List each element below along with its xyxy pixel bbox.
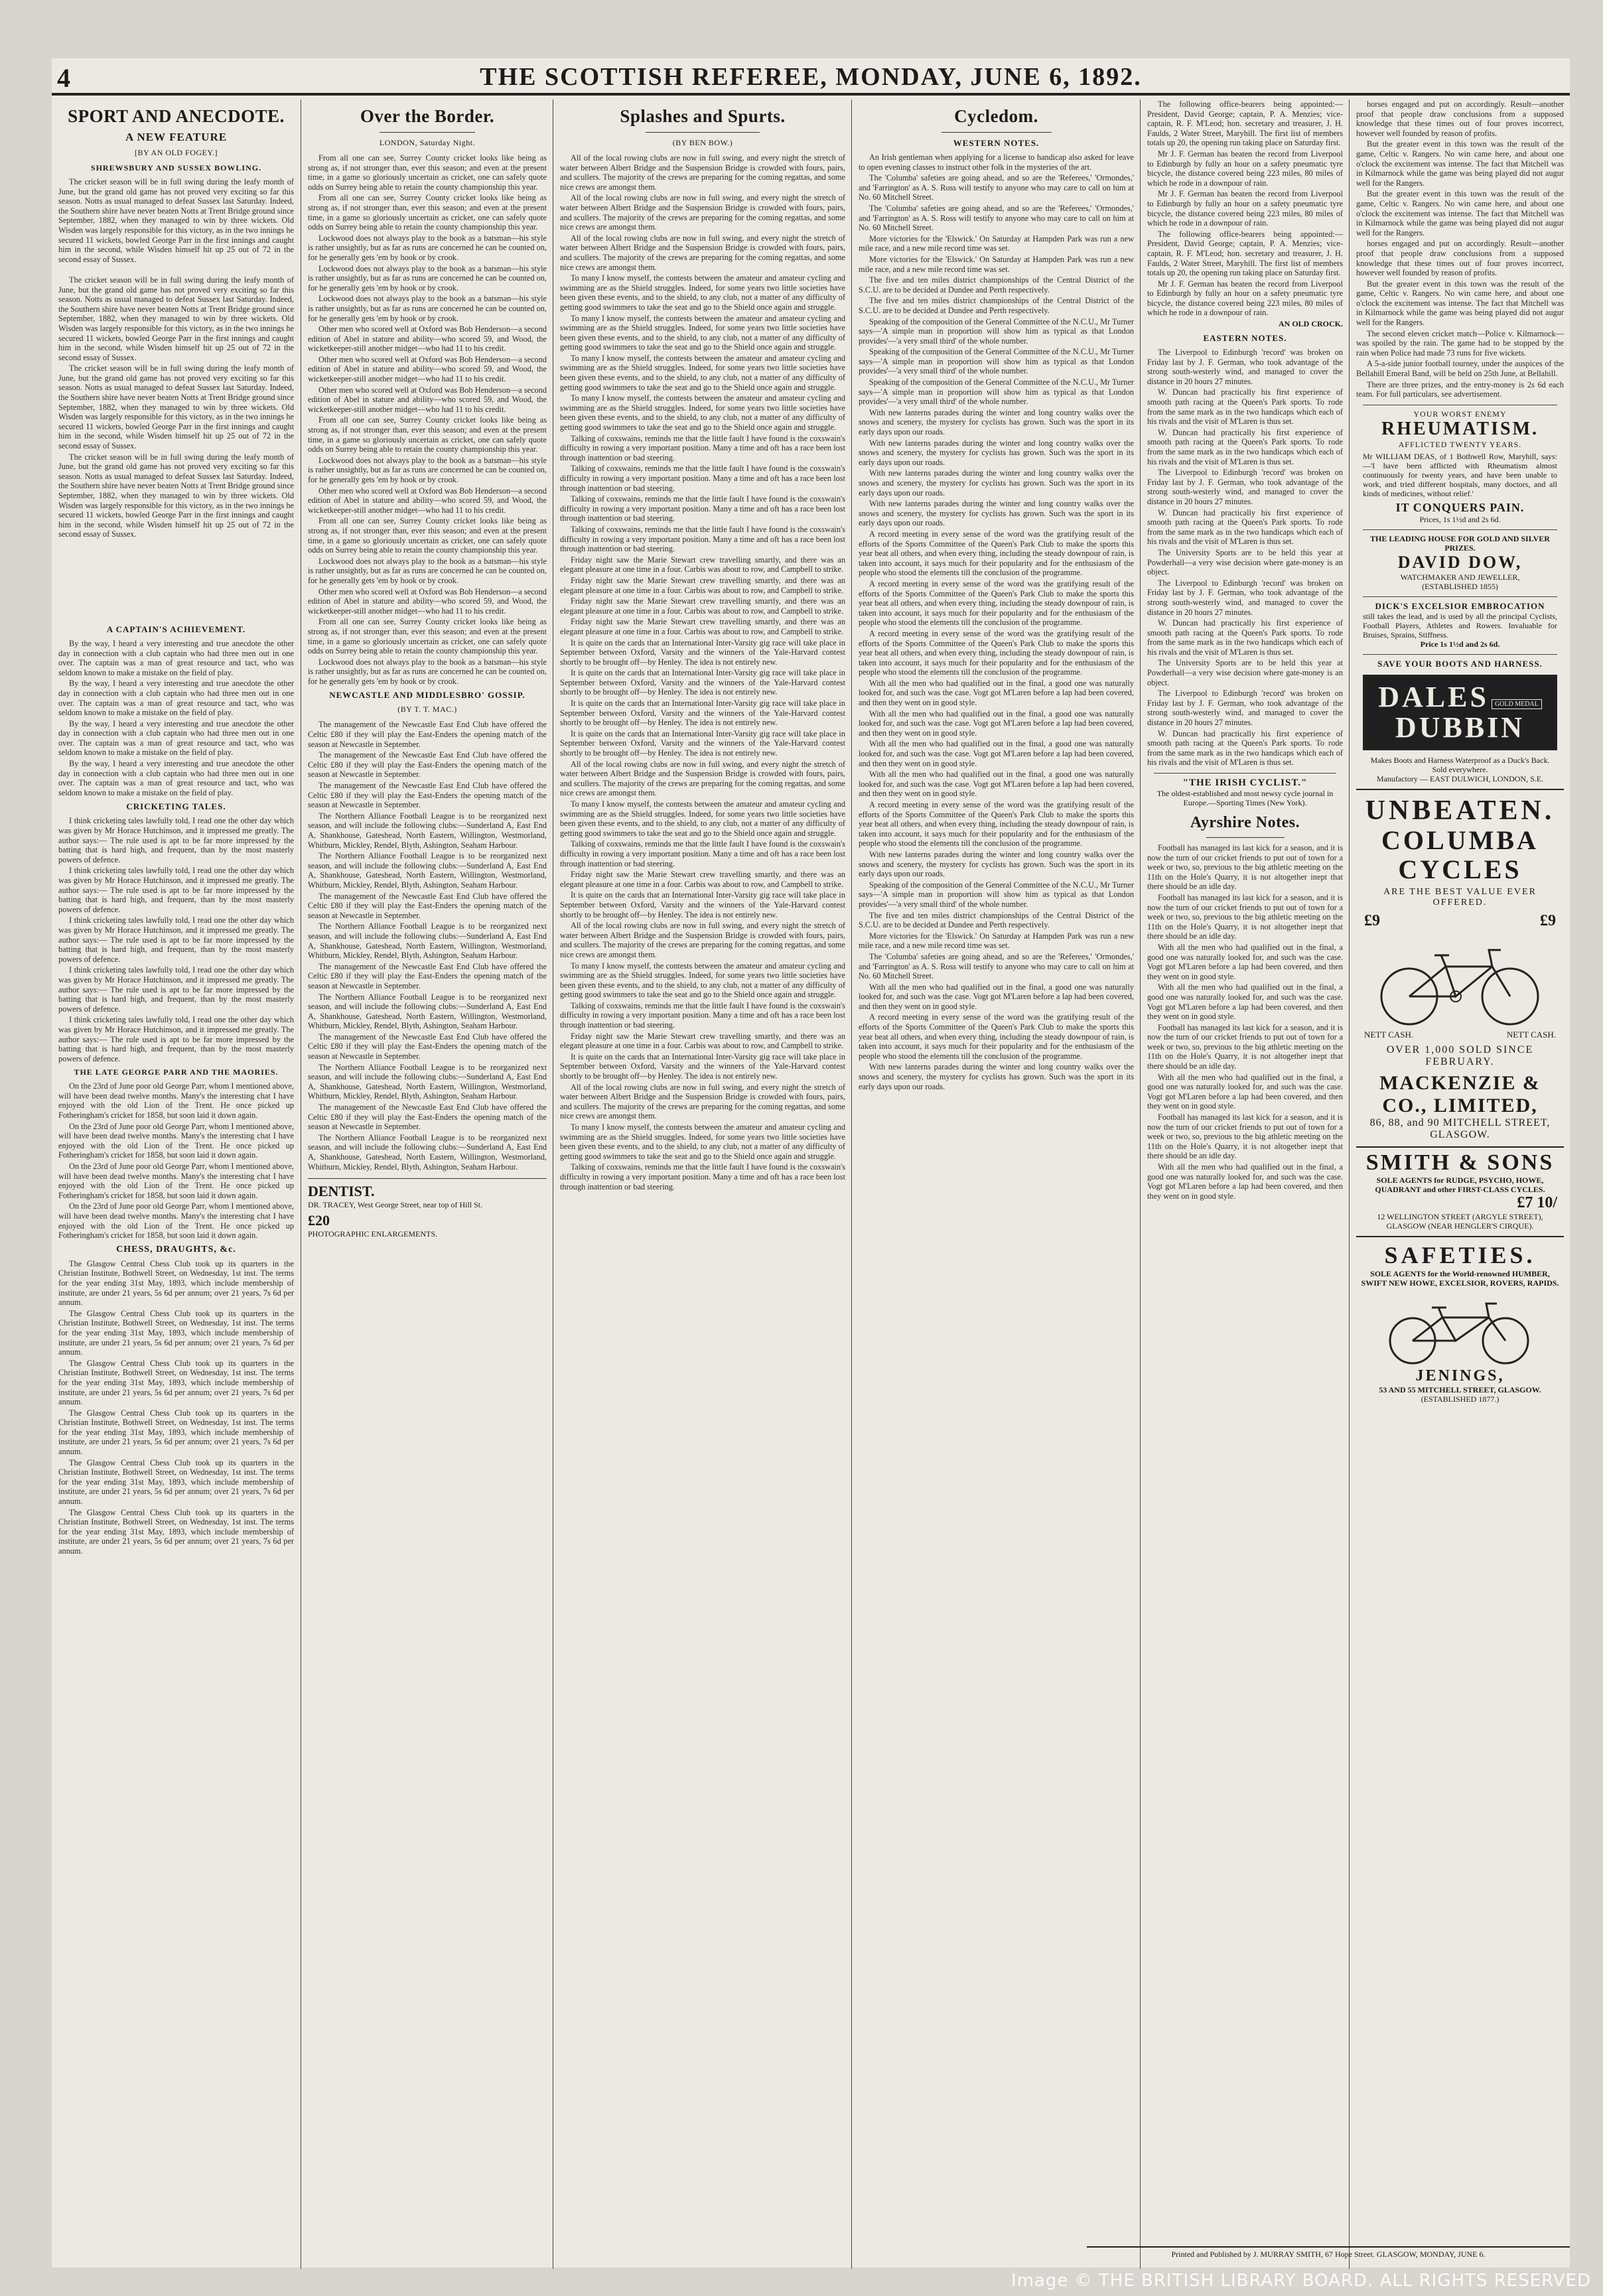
article-text: Friday night saw the Marie Stewart crew travelling smartly, and there was an elegant pleasure at one time in a four. Carbis was about to row, and Campbell to strike. bbox=[560, 555, 845, 574]
article-text: The Northern Alliance Football League is to be reorganized next season, and will include the following clubs:—Sunderland A, East End A, Shankhouse, Gateshead, North Eastern, Willington, Westmorland, Whitburn, Mickley, Rendel, Blyth, Ashington, Seaham Harbour. bbox=[308, 1132, 547, 1172]
ad-heading: "THE IRISH CYCLIST." bbox=[1182, 777, 1308, 788]
byline: (BY T. T. MAC.) bbox=[397, 705, 457, 714]
net-right: NETT CASH. bbox=[1506, 1029, 1556, 1040]
ad-text: PHOTOGRAPHIC ENLARGEMENTS. bbox=[308, 1229, 438, 1239]
article-text: The five and ten miles district championships of the Central District of the S.C.U. are to be decided at Dundee and Perth respectively. bbox=[859, 296, 1134, 315]
article-text: The Liverpool to Edinburgh 'record' was broken on Friday last by J. F. German, who took advantage of the strong south-westerly wind, and managed to cover the distance in 20 hours 27 minutes. bbox=[1147, 689, 1343, 728]
subheading: WESTERN NOTES. bbox=[953, 138, 1040, 148]
article-text: The Glasgow Central Chess Club took up its quarters in the Christian Institute, Bothwell Street, on Wednesday, 1st inst. The terms for the year ending 31st May, 1893, which include membership of institute, are under 21 years, 5s 6d per annum; over 21 years, 7s 6d per annum. bbox=[58, 1457, 294, 1507]
article-text: Lockwood does not always play to the book as a batsman—his style is rather unsightly, but as far as runs are concerned he can be counted on, for he generally gets 'em by hook or by crook. bbox=[308, 294, 547, 323]
article-text: Mr J. F. German has beaten the record from Liverpool to Edinburgh by fully an hour on a safety pneumatic tyre bicycle, the distance covered being 223 miles, 80 miles of which he rode in a downpour of rain. bbox=[1147, 149, 1343, 188]
article-text: An Irish gentleman when applying for a license to handicap also asked for leave to open evening classes to instruct other folk in the mysteries of the art. bbox=[859, 153, 1134, 172]
ad-text: SOLE AGENTS for RUDGE, PSYCHO, HOWE, QUADRANT and other FIRST-CLASS CYCLES. bbox=[1375, 1175, 1545, 1194]
article-text: The Glasgow Central Chess Club took up its quarters in the Christian Institute, Bothwell Street, on Wednesday, 1st inst. The terms for the year ending 31st May, 1893, which include membership of institute, are under 21 years, 5s 6d per annum; over 21 years, 7s 6d per annum. bbox=[58, 1358, 294, 1407]
section-heading: EASTERN NOTES. bbox=[1203, 333, 1287, 344]
article-text: W. Duncan had practically his first experience of smooth path racing at the Queen's Park sports. To rode from the same mark as in the two handicaps which each of his rivals and the visit of M'Laren is thus set. bbox=[1147, 387, 1343, 427]
article-text: The Northern Alliance Football League is to be reorganized next season, and will include the following clubs:—Sunderland A, East End A, Shankhouse, Gateshead, North Eastern, Willington, Westmorland, Whitburn, Mickley, Rendel, Blyth, Ashington, Seaham Harbour. bbox=[308, 921, 547, 961]
irish-cyclist-ad bbox=[1154, 773, 1336, 807]
article-text: From all one can see, Surrey County cricket looks like being as strong as, if not stronger than, ever this season; and even at the present time, in a game so gloriously uncertain as cricket, one can safely quote odds on Surrey being able to retain the county championship this year. bbox=[308, 153, 547, 192]
bicycle-illustration bbox=[1356, 930, 1564, 1030]
section-heading: CRICKETING TALES. bbox=[126, 801, 226, 812]
columns bbox=[52, 100, 1570, 2269]
article-text: The 'Columba' safeties are going ahead, and so are the 'Referees,' 'Ormondes,' and 'Farrington' as A. S. Ross will testify to anyone who may care to call on him at No. 60 Mitchell Street. bbox=[859, 951, 1134, 981]
article-text: Lockwood does not always play to the book as a batsman—his style is rather unsightly, but as far as runs are concerned he can be counted on, for he generally gets 'em by hook or by crook. bbox=[308, 455, 547, 484]
article-text: The management of the Newcastle East End Club have offered the Celtic £80 if they will play the East-Enders the opening match of the season at Newcastle in September. bbox=[308, 750, 547, 779]
article-text: But the greater event in this town was the result of the game, Celtic v. Rangers. No win came here, and about one o'clock the excitement was intense. The fact that Mitchell was in Kilmarnock while the game was being played did not augur well for the Rangers. bbox=[1356, 189, 1564, 237]
article-text: horses engaged and put on accordingly. Result—another proof that people draw conclusions from a supposed knowledge that these times out of four proves incorrect, however well founded by reason of profits. bbox=[1356, 239, 1564, 278]
article-text: With all the men who had qualified out in the final, a good one was naturally looked for, and such was the case. Vogt got M'Laren before a lap had been covered, and then they went on in good style. bbox=[1147, 982, 1343, 1022]
article-text: With new lanterns parades during the winter and long country walks over the snows and scenery, the mystery for cyclists has grown. Such was the sport in its early days upon our roads. bbox=[859, 849, 1134, 879]
article-text: Friday night saw the Marie Stewart crew travelling smartly, and there was an elegant pleasure at one time in a four. Carbis was about to row, and Campbell to strike. bbox=[560, 596, 845, 616]
article-text: The Glasgow Central Chess Club took up its quarters in the Christian Institute, Bothwell Street, on Wednesday, 1st inst. The terms for the year ending 31st May, 1893, which include membership of institute, are under 21 years, 5s 6d per annum; over 21 years, 7s 6d per annum. bbox=[58, 1308, 294, 1357]
section-heading: Ayrshire Notes. bbox=[1190, 814, 1300, 831]
ad-heading: DICK'S EXCELSIOR EMBROCATION bbox=[1375, 600, 1545, 611]
price-row bbox=[1356, 912, 1564, 930]
article-text: The 'Columba' safeties are going ahead, and so are the 'Referees,' 'Ormondes,' and 'Farrington' as A. S. Ross will testify to anyone who may care to call on him at No. 60 Mitchell Street. bbox=[859, 173, 1134, 202]
article-text: More victories for the 'Elswick.' On Saturday at Hampden Park was run a new mile race, and a new mile record time was set. bbox=[859, 234, 1134, 253]
article-text: With all the men who had qualified out in the final, a good one was naturally looked for, and such was the case. Vogt got M'Laren before a lap had been covered, and then they went on in good style. bbox=[859, 770, 1134, 799]
byline: [BY AN OLD FOGEY.] bbox=[134, 148, 218, 157]
article-text: On the 23rd of June poor old George Parr, whom I mentioned above, will have been dead twelve months. Many's the interesting chat I have enjoyed with the old Lion of the Trent. He once picked up Fotheringham's cricket for 1858, but soon laid it down again. bbox=[58, 1162, 294, 1200]
divider bbox=[380, 132, 475, 133]
article-text: The Glasgow Central Chess Club took up its quarters in the Christian Institute, Bothwell Street, on Wednesday, 1st inst. The terms for the year ending 31st May, 1893, which include membership of institute, are under 21 years, 5s 6d per annum; over 21 years, 7s 6d per annum. bbox=[58, 1507, 294, 1556]
article-text: The following office-bearers being appointed:—President, David George; captain, P. A. Menzies; vice-captain, R. F. M'Leod; hon. secretary and treasurer, J. H. Faulds, 2 Water Street, Maryhill. The first list of members totals up 20, the opening run taking place on Saturday first. bbox=[1147, 100, 1343, 148]
signature: AN OLD CROCK. bbox=[1278, 319, 1343, 329]
column-cycledom bbox=[851, 100, 1141, 2269]
article-text: Mr J. F. German has beaten the record from Liverpool to Edinburgh by fully an hour on a safety pneumatic tyre bicycle, the distance covered being 223 miles, 80 miles of which he rode in a downpour of rain. bbox=[1147, 189, 1343, 228]
article-text: Other men who scored well at Oxford was Bob Henderson—a second edition of Abel in stature and ability—who scored 59, and Wood, the wicketkeeper-still another midget—who had 11 to his credit. bbox=[308, 385, 547, 414]
column-heading: Over the Border. bbox=[360, 106, 495, 126]
article-text: A record meeting in every sense of the word was the gratifying result of the efforts of the Sports Committee of the Queen's Park Club to make the sports this year beat all others, and when every thing, including the steady downpour of rain, is taken into account, it says much for their popularity and for the enthusiasm of the people who stood the elements till the conclusion of the programme. bbox=[859, 628, 1134, 677]
column-cycledom-continued bbox=[1140, 100, 1350, 2269]
article-text: The cricket season will be in full swing during the leafy month of June, but the grand old game has not proved very exciting so far this season. Notts as usual managed to defeat Sussex last Saturday. Indeed, the Southern shire have never beaten Notts at Trent Bridge ground since September, 1882, when they managed to win by three wickets. Old Wisden was largely responsible for this victory, as in the two innings he secured 11 wickets, bowled George Parr in the first innings and caught him in the second, while Wisden himself hit up 25 out of 72 in the second essay of Sussex. bbox=[58, 275, 294, 362]
article-text: Speaking of the composition of the General Committee of the N.C.U., Mr Turner says—'A simple man in proportion will show him as typical as that London provides'—'a very small third' of the whole number. bbox=[859, 377, 1134, 407]
ad-address: 53 AND 55 MITCHELL STREET, GLASGOW. bbox=[1379, 1384, 1541, 1394]
copyright-watermark: Image © THE BRITISH LIBRARY BOARD. ALL RIGHTS RESERVED bbox=[1011, 2271, 1591, 2291]
column-ads bbox=[1349, 100, 1570, 2269]
divider bbox=[941, 132, 1052, 133]
article-text: A record meeting in every sense of the word was the gratifying result of the efforts of the Sports Committee of the Queen's Park Club to make the sports this year beat all others, and when every thing, including the steady downpour of rain, is taken into account, it says much for their popularity and for the enthusiasm of the people who stood the elements till the conclusion of the programme. bbox=[859, 578, 1134, 628]
bicycle-icon bbox=[1356, 930, 1563, 1030]
article-text: With new lanterns parades during the winter and long country walks over the snows and scenery, the mystery for cyclists has grown. Such was the sport in its early days upon our roads. bbox=[859, 499, 1134, 528]
article-text: I think cricketing tales lawfully told, I read one the other day which was given by Mr Horace Hutchinson, and it impressed me greatly. The author says:— The rule used is apt to be far more impressed by the batting that is hard high, and frequent, than by the most masterly powers of defence. bbox=[58, 1015, 294, 1063]
article-text: The cricket season will be in full swing during the leafy month of June, but the grand old game has not proved very exciting so far this season. Notts as usual managed to defeat Sussex last Saturday. Indeed, the Southern shire have never beaten Notts at Trent Bridge ground since September, 1882, when they managed to win by three wickets. Old Wisden was largely responsible for this victory, as in the two innings he secured 11 wickets, bowled George Parr in the first innings and caught him in the second, while Wisden himself hit up 25 out of 72 in the second essay of Sussex. bbox=[58, 177, 294, 264]
article-text: Talking of coxswains, reminds me that the little fault I have found is the coxswain's difficulty in rowing a very important position. Many a time and oft has a race been lost through inattention or bad steering. bbox=[560, 464, 845, 493]
ad-heading: COLUMBA CYCLES bbox=[1381, 825, 1539, 884]
article-text: But the greater event in this town was the result of the game, Celtic v. Rangers. No win came here, and about one o'clock the excitement was intense. The fact that Mitchell was in Kilmarnock while the game was being played did not augur well for the Rangers. bbox=[1356, 279, 1564, 328]
article-text: I think cricketing tales lawfully told, I read one the other day which was given by Mr Horace Hutchinson, and it impressed me greatly. The author says:— The rule used is apt to be far more impressed by the batting that is hard high, and frequent, than by the most masterly powers of defence. bbox=[58, 915, 294, 964]
masthead-rule bbox=[52, 95, 1570, 96]
ad-heading: SAVE YOUR BOOTS AND HARNESS. bbox=[1377, 658, 1543, 669]
ad-text: DR. TRACEY, West George Street, near top of Hill St. bbox=[308, 1200, 483, 1210]
article-text: The management of the Newcastle East End Club have offered the Celtic £80 if they will play the East-Enders the opening match of the season at Newcastle in September. bbox=[308, 961, 547, 990]
article-text: With new lanterns parades during the winter and long country walks over the snows and scenery, the mystery for cyclists has grown. Such was the sport in its early days upon our roads. bbox=[859, 407, 1134, 437]
brand-word: DALES bbox=[1378, 680, 1489, 713]
article-text: The five and ten miles district championships of the Central District of the S.C.U. are to be decided at Dundee and Perth respectively. bbox=[859, 910, 1134, 930]
article-text: All of the local rowing clubs are now in full swing, and every night the stretch of water between Albert Bridge and the Suspension Bridge is crowded with fours, pairs, and scullers. The majority of the crews are preparing for the coming regattas, and some nice crews are amongst them. bbox=[560, 153, 845, 192]
article-text: More victories for the 'Elswick.' On Saturday at Hampden Park was run a new mile race, and a new mile record time was set. bbox=[859, 254, 1134, 274]
ad-text: Makes Boots and Harness Waterproof as a Duck's Back. Sold everywhere. bbox=[1370, 755, 1550, 774]
page-number: 4 bbox=[57, 63, 70, 93]
column-over-the-border bbox=[301, 100, 553, 2269]
newspaper-title: THE SCOTTISH REFEREE, MONDAY, JUNE 6, 1892. bbox=[480, 63, 1142, 91]
ad-kicker: THE LEADING HOUSE FOR GOLD AND SILVER PRIZES. bbox=[1370, 533, 1550, 553]
article-text: With new lanterns parades during the winter and long country walks over the snows and scenery, the mystery for cyclists has grown. Such was the sport in its early days upon our roads. bbox=[859, 438, 1134, 467]
article-text: A record meeting in every sense of the word was the gratifying result of the efforts of the Sports Committee of the Queen's Park Club to make the sports this year beat all others, and when every thing, including the steady downpour of rain, is taken into account, it says much for their popularity and for the enthusiasm of the people who stood the elements till the conclusion of the programme. bbox=[859, 1012, 1134, 1061]
article-text: A record meeting in every sense of the word was the gratifying result of the efforts of the Sports Committee of the Queen's Park Club to make the sports this year beat all others, and when every thing, including the steady downpour of rain, is taken into account, it says much for their popularity and for the enthusiasm of the people who stood the elements till the conclusion of the programme. bbox=[859, 800, 1134, 848]
article-text: A record meeting in every sense of the word was the gratifying result of the efforts of the Sports Committee of the Queen's Park Club to make the sports this year beat all others, and when every thing, including the steady downpour of rain, is taken into account, it says much for their popularity and for the enthusiasm of the people who stood the elements till the conclusion of the programme. bbox=[859, 529, 1134, 578]
article-text: The management of the Newcastle East End Club have offered the Celtic £80 if they will play the East-Enders the opening match of the season at Newcastle in September. bbox=[308, 1103, 547, 1132]
price-left: £9 bbox=[1364, 912, 1380, 929]
article-text: It is quite on the cards that an International Inter-Varsity gig race will take place in September between Oxford, Varsity and the winners of the Yale-Harvard contest shortly to be brought off—by Henley. The idea is not entirely new. bbox=[560, 1051, 845, 1081]
article-text: It is quite on the cards that an International Inter-Varsity gig race will take place in September between Oxford, Varsity and the winners of the Yale-Harvard contest shortly to be brought off—by Henley. The idea is not entirely new. bbox=[560, 638, 845, 667]
ad-text: (ESTABLISHED 1877.) bbox=[1421, 1394, 1499, 1404]
article-text: With all the men who had qualified out in the final, a good one was naturally looked for, and such was the case. Vogt got M'Laren before a lap had been covered, and then they went on in good style. bbox=[1147, 1072, 1343, 1111]
article-text: To many I know myself, the contests between the amateur and amateur cycling and swimming are as the Shield struggles. Indeed, for some years two little societies have been given these events, and to the shield, to any club, not a matter of any difficulty of getting good swimmers to take the seat and go to the Shield once again and struggle. bbox=[560, 353, 845, 392]
article-text: Friday night saw the Marie Stewart crew travelling smartly, and there was an elegant pleasure at one time in a four. Carbis was about to row, and Campbell to strike. bbox=[560, 1031, 845, 1051]
ad-text: (ESTABLISHED 1855) bbox=[1422, 581, 1498, 591]
article-text: All of the local rowing clubs are now in full swing, and every night the stretch of water between Albert Bridge and the Suspension Bridge is crowded with fours, pairs, and scullers. The majority of the crews are preparing for the coming regattas, and some nice crews are amongst them. bbox=[560, 233, 845, 272]
ad-heading: DENTIST. bbox=[308, 1183, 375, 1200]
article-text: More victories for the 'Elswick.' On Saturday at Hampden Park was run a new mile race, and a new mile record time was set. bbox=[859, 931, 1134, 951]
article-text: The five and ten miles district championships of the Central District of the S.C.U. are to be decided at Dundee and Perth respectively. bbox=[859, 275, 1134, 295]
article-text: The Liverpool to Edinburgh 'record' was broken on Friday last by J. F. German, who took advantage of the strong south-westerly wind, and managed to cover the distance in 20 hours 27 minutes. bbox=[1147, 348, 1343, 386]
ad-address: 86, 88, and 90 MITCHELL STREET, GLASGOW. bbox=[1369, 1116, 1551, 1140]
dubbin-ad bbox=[1363, 654, 1557, 669]
net-left: NETT CASH. bbox=[1364, 1029, 1414, 1040]
article-text: The management of the Newcastle East End Club have offered the Celtic £80 if they will play the East-Enders the opening match of the season at Newcastle in September. bbox=[308, 891, 547, 920]
ad-text: Mr WILLIAM DEAS, of 1 Bothwell Row, Maryhill, says:—'I have been afflicted with Rheumatism almost continuously for twenty years, and have been unable to work, and tried different hospitals, many doctors, and all kinds of medicines, without relief.' bbox=[1363, 451, 1557, 498]
divider bbox=[646, 132, 760, 133]
article-text: With all the men who had qualified out in the final, a good one was naturally looked for, and such was the case. Vogt got M'Laren before a lap had been covered, and then they went on in good style. bbox=[859, 678, 1134, 708]
article-text: With all the men who had qualified out in the final, a good one was naturally looked for, and such was the case. Vogt got M'Laren before a lap had been covered, and then they went on in good style. bbox=[1147, 1162, 1343, 1201]
brand-word: DUBBIN bbox=[1395, 710, 1525, 744]
article-text: The cricket season will be in full swing during the leafy month of June, but the grand old game has not proved very exciting so far this season. Notts as usual managed to defeat Sussex last Saturday. Indeed, the Southern shire have never beaten Notts at Trent Bridge ground since September, 1882, when they managed to win by three wickets. Old Wisden was largely responsible for this victory, as in the two innings he secured 11 wickets, bowled George Parr in the first innings and caught him in the second, while Wisden himself hit up 25 out of 72 in the second essay of Sussex. bbox=[58, 452, 294, 539]
article-text: The Liverpool to Edinburgh 'record' was broken on Friday last by J. F. German, who took advantage of the strong south-westerly wind, and managed to cover the distance in 20 hours 27 minutes. bbox=[1147, 468, 1343, 506]
byline: (BY BEN BOW.) bbox=[672, 138, 733, 147]
ad-slogan: IT CONQUERS PAIN. bbox=[1395, 500, 1525, 514]
article-text: All of the local rowing clubs are now in full swing, and every night the stretch of water between Albert Bridge and the Suspension Bridge is crowded with fours, pairs, and scullers. The majority of the crews are preparing for the coming regattas, and some nice crews are amongst them. bbox=[560, 921, 845, 959]
article-text: From all one can see, Surrey County cricket looks like being as strong as, if not stronger than, ever this season; and even at the present time, in a game so gloriously uncertain as cricket, one can safely quote odds on Surrey being able to retain the county championship this year. bbox=[308, 617, 547, 656]
ad-price: £7 10/ bbox=[1517, 1193, 1557, 1211]
article-text: By the way, I heard a very interesting and true anecdote the other day in connection with a club captain who had three men out in one over. The captain was a man of great resource and tact, who was seldom known to make a mistake on the field of play. bbox=[58, 718, 294, 758]
article-text: The Glasgow Central Chess Club took up its quarters in the Christian Institute, Bothwell Street, on Wednesday, 1st inst. The terms for the year ending 31st May, 1893, which include membership of institute, are under 21 years, 5s 6d per annum; over 21 years, 7s 6d per annum. bbox=[58, 1408, 294, 1457]
article-text: On the 23rd of June poor old George Parr, whom I mentioned above, will have been dead twelve months. Many's the interesting chat I have enjoyed with the old Lion of the Trent. He once picked up Fotheringham's cricket for 1858, but soon laid it down again. bbox=[58, 1081, 294, 1120]
ad-price: Price 1s 1½d and 2s 6d. bbox=[1420, 639, 1500, 649]
david-dow-ad bbox=[1363, 529, 1557, 591]
article-text: Football has managed its last kick for a season, and it is now the turn of our cricket friends to put out of town for a week or two, so, previous to the big athletic meeting on the 11th on the Hole's Quarry, it is not altogether inept that there should be an idle day. bbox=[1147, 843, 1343, 892]
article-text: Talking of coxswains, reminds me that the little fault I have found is the coxswain's difficulty in rowing a very important position. Many a time and oft has a race been lost through inattention or bad steering. bbox=[560, 524, 845, 554]
imprint-line: Printed and Published by J. MURRAY SMITH, 67 Hope Street. GLASGOW, MONDAY, JUNE 6. bbox=[1087, 2246, 1570, 2260]
article-text: The Northern Alliance Football League is to be reorganized next season, and will include the following clubs:—Sunderland A, East End A, Shankhouse, Gateshead, North Eastern, Willington, Westmorland, Whitburn, Mickley, Rendel, Blyth, Ashington, Seaham Harbour. bbox=[308, 811, 547, 850]
newspaper-page bbox=[52, 58, 1570, 2267]
article-text: Other men who scored well at Oxford was Bob Henderson—a second edition of Abel in stature and ability—who scored 59, and Wood, the wicketkeeper-still another midget—who had 11 to his credit. bbox=[308, 354, 547, 384]
divider bbox=[1206, 837, 1285, 838]
article-text: The 'Columba' safeties are going ahead, and so are the 'Referees,' 'Ormondes,' and 'Farrington' as A. S. Ross will testify to anyone who may care to call on him at No. 60 Mitchell Street. bbox=[859, 203, 1134, 233]
article-text: With new lanterns parades during the winter and long country walks over the snows and scenery, the mystery for cyclists has grown. Such was the sport in its early days upon our roads. bbox=[859, 1062, 1134, 1091]
ad-firm: JENINGS, bbox=[1415, 1367, 1505, 1384]
ad-heading: SAFETIES. bbox=[1384, 1241, 1536, 1268]
article-text: The second eleven cricket match—Police v. Kilmarnock—was spoiled by the rain. The game had to be stopped by the rain when Police had made 73 runs for five wickets. bbox=[1356, 328, 1564, 358]
article-text: It is quite on the cards that an International Inter-Varsity gig race will take place in September between Oxford, Varsity and the winners of the Yale-Harvard contest shortly to be brought off—by Henley. The idea is not entirely new. bbox=[560, 728, 845, 758]
article-text: With all the men who had qualified out in the final, a good one was naturally looked for, and such was the case. Vogt got M'Laren before a lap had been covered, and then they went on in good style. bbox=[859, 739, 1134, 768]
article-text: The management of the Newcastle East End Club have offered the Celtic £80 if they will play the East-Enders the opening match of the season at Newcastle in September. bbox=[308, 781, 547, 810]
article-text: The following office-bearers being appointed:—President, David George; captain, P. A. Menzies; vice-captain, R. F. M'Leod; hon. secretary and treasurer, J. H. Faulds, 2 Water Street, Maryhill. The first list of members totals up 20, the opening run taking place on Saturday first. bbox=[1147, 229, 1343, 278]
article-text: The Glasgow Central Chess Club took up its quarters in the Christian Institute, Bothwell Street, on Wednesday, 1st inst. The terms for the year ending 31st May, 1893, which include membership of institute, are under 21 years, 5s 6d per annum; over 21 years, 7s 6d per annum. bbox=[58, 1258, 294, 1308]
ad-text: SOLE AGENTS for the World-renowned HUMBER, SWIFT NEW HOWE, EXCELSIOR, ROVERS, RAPIDS. bbox=[1361, 1268, 1559, 1288]
article-text: Football has managed its last kick for a season, and it is now the turn of our cricket friends to put out of town for a week or two, so, previous to the big athletic meeting on the 11th on the Hole's Quarry, it is not altogether inept that there should be an idle day. bbox=[1147, 1113, 1343, 1161]
column-splashes-and-spurts bbox=[553, 100, 852, 2269]
ad-heading: UNBEATEN. bbox=[1365, 795, 1555, 826]
article-text: Speaking of the composition of the General Committee of the N.C.U., Mr Turner says—'A simple man in proportion will show him as typical as that London provides'—'a very small third' of the whole number. bbox=[859, 347, 1134, 376]
article-text: W. Duncan had practically his first experience of smooth path racing at the Queen's Park sports. To rode from the same mark as in the two handicaps which each of his rivals and the visit of M'Laren is thus set. bbox=[1147, 507, 1343, 547]
column-heading: Splashes and Spurts. bbox=[620, 106, 786, 126]
article-text: Talking of coxswains, reminds me that the little fault I have found is the coxswain's difficulty in rowing a very important position. Many a time and oft has a race been lost through inattention or bad steering. bbox=[560, 433, 845, 462]
article-text: Football has managed its last kick for a season, and it is now the turn of our cricket friends to put out of town for a week or two, so, previous to the big athletic meeting on the 11th on the Hole's Quarry, it is not altogether inept that there should be an idle day. bbox=[1147, 1022, 1343, 1071]
article-text: All of the local rowing clubs are now in full swing, and every night the stretch of water between Albert Bridge and the Suspension Bridge is crowded with fours, pairs, and scullers. The majority of the crews are preparing for the coming regattas, and some nice crews are amongst them. bbox=[560, 759, 845, 798]
gold-medal-tag: GOLD MEDAL bbox=[1492, 699, 1542, 709]
article-text: Talking of coxswains, reminds me that the little fault I have found is the coxswain's difficulty in rowing a very important position. Many a time and oft has a race been lost through inattention or bad steering. bbox=[560, 494, 845, 523]
dicks-embrocation-ad bbox=[1363, 596, 1557, 649]
article-text: Speaking of the composition of the General Committee of the N.C.U., Mr Turner says—'A simple man in proportion will show him as typical as that London provides'—'a very small third' of the whole number. bbox=[859, 316, 1134, 346]
column-heading: SPORT AND ANECDOTE. bbox=[68, 106, 285, 126]
article-text: Friday night saw the Marie Stewart crew travelling smartly, and there was an elegant pleasure at one time in a four. Carbis was about to row, and Campbell to strike. bbox=[560, 870, 845, 889]
article-text: To many I know myself, the contests between the amateur and amateur cycling and swimming are as the Shield struggles. Indeed, for some years two little societies have been given these events, and to the shield, to any club, not a matter of any difficulty of getting good swimmers to take the seat and go to the Shield once again and struggle. bbox=[560, 273, 845, 312]
safeties-ad bbox=[1356, 1236, 1564, 1404]
article-text: Lockwood does not always play to the book as a batsman—his style is rather unsightly, but as far as runs are concerned he can be counted on, for he generally gets 'em by hook or by crook. bbox=[308, 657, 547, 686]
dateline: LONDON, Saturday Night. bbox=[379, 138, 476, 147]
article-text: From all one can see, Surrey County cricket looks like being as strong as, if not stronger than, ever this season; and even at the present time, in a game so gloriously uncertain as cricket, one can safely quote odds on Surrey being able to retain the county championship this year. bbox=[308, 516, 547, 555]
article-text: The Northern Alliance Football League is to be reorganized next season, and will include the following clubs:—Sunderland A, East End A, Shankhouse, Gateshead, North Eastern, Willington, Westmorland, Whitburn, Mickley, Rendel, Blyth, Ashington, Seaham Harbour. bbox=[308, 992, 547, 1031]
netcash-row bbox=[1356, 1030, 1564, 1040]
article-text: I think cricketing tales lawfully told, I read one the other day which was given by Mr Horace Hutchinson, and it impressed me greatly. The author says:— The rule used is apt to be far more impressed by the batting that is hard high, and frequent, than by the most masterly powers of defence. bbox=[58, 816, 294, 864]
ad-price: £20 bbox=[308, 1212, 330, 1229]
article-text-continued bbox=[58, 265, 294, 275]
article-text: Talking of coxswains, reminds me that the little fault I have found is the coxswain's difficulty in rowing a very important position. Many a time and oft has a race been lost through inattention or bad steering. bbox=[560, 1162, 845, 1191]
article-text: By the way, I heard a very interesting and true anecdote the other day in connection with a club captain who had three men out in one over. The captain was a man of great resource and tact, who was seldom known to make a mistake on the field of play. bbox=[58, 759, 294, 797]
article-text: From all one can see, Surrey County cricket looks like being as strong as, if not stronger than, ever this season; and even at the present time, in a game so gloriously uncertain as cricket, one can safely quote odds on Surrey being able to retain the county championship this year. bbox=[308, 193, 547, 232]
subheading: A NEW FEATURE bbox=[125, 131, 228, 143]
article-text: The Northern Alliance Football League is to be reorganized next season, and will include the following clubs:—Sunderland A, East End A, Shankhouse, Gateshead, North Eastern, Willington, Westmorland, Whitburn, Mickley, Rendel, Blyth, Ashington, Seaham Harbour. bbox=[308, 851, 547, 890]
price-right: £9 bbox=[1540, 912, 1556, 929]
ad-text: Manufactory — EAST DULWICH, LONDON, S.E. bbox=[1376, 774, 1544, 783]
masthead bbox=[52, 62, 1570, 95]
ad-kicker: YOUR WORST ENEMY bbox=[1413, 409, 1507, 419]
article-text: Friday night saw the Marie Stewart crew travelling smartly, and there was an elegant pleasure at one time in a four. Carbis was about to row, and Campbell to strike. bbox=[560, 617, 845, 636]
ad-text: OVER 1,000 SOLD SINCE FEBRUARY. bbox=[1386, 1044, 1534, 1067]
article-text: I think cricketing tales lawfully told, I read one the other day which was given by Mr Horace Hutchinson, and it impressed me greatly. The author says:— The rule used is apt to be far more impressed by the batting that is hard high, and frequent, than by the most masterly powers of defence. bbox=[58, 965, 294, 1014]
section-heading: SHREWSBURY AND SUSSEX BOWLING. bbox=[90, 163, 262, 172]
article-text: Lockwood does not always play to the book as a batsman—his style is rather unsightly, but as far as runs are concerned he can be counted on, for he generally gets 'em by hook or by crook. bbox=[308, 556, 547, 585]
dales-dubbin-logo bbox=[1363, 675, 1557, 750]
smith-and-sons-ad bbox=[1356, 1146, 1564, 1231]
safety-bicycle-icon bbox=[1356, 1288, 1563, 1367]
article-text: It is quite on the cards that an International Inter-Varsity gig race will take place in September between Oxford, Varsity and the winners of the Yale-Harvard contest shortly to be brought off—by Henley. The idea is not entirely new. bbox=[560, 699, 845, 728]
article-text: The University Sports are to be held this year at Powderhall—a very wise decision where gate-money is an object. bbox=[1147, 547, 1343, 577]
article-text: To many I know myself, the contests between the amateur and amateur cycling and swimming are as the Shield struggles. Indeed, for some years two little societies have been given these events, and to the shield, to any club, not a matter of any difficulty of getting good swimmers to take the seat and go to the Shield once again and struggle. bbox=[560, 393, 845, 433]
article-text: Other men who scored well at Oxford was Bob Henderson—a second edition of Abel in stature and ability—who scored 59, and Wood, the wicketkeeper-still another midget—who had 11 to his credit. bbox=[308, 586, 547, 616]
section-heading: NEWCASTLE AND MIDDLESBRO' GOSSIP. bbox=[329, 690, 525, 701]
article-text: All of the local rowing clubs are now in full swing, and every night the stretch of water between Albert Bridge and the Suspension Bridge is crowded with fours, pairs, and scullers. The majority of the crews are preparing for the coming regattas, and some nice crews are amongst them. bbox=[560, 1082, 845, 1121]
ad-price: Prices, 1s 1½d and 2s 6d. bbox=[1419, 514, 1501, 524]
article-text: Friday night saw the Marie Stewart crew travelling smartly, and there was an elegant pleasure at one time in a four. Carbis was about to row, and Campbell to strike. bbox=[560, 575, 845, 595]
article-text: By the way, I heard a very interesting and true anecdote the other day in connection with a club captain who had three men out in one over. The captain was a man of great resource and tact, who was seldom known to make a mistake on the field of play. bbox=[58, 679, 294, 718]
article-text: Speaking of the composition of the General Committee of the N.C.U., Mr Turner says—'A simple man in proportion will show him as typical as that London provides'—'a very small third' of the whole number. bbox=[859, 880, 1134, 909]
safety-bicycle-illustration bbox=[1356, 1288, 1564, 1367]
article-text: On the 23rd of June poor old George Parr, whom I mentioned above, will have been dead twelve months. Many's the interesting chat I have enjoyed with the old Lion of the Trent. He once picked up Fotheringham's cricket for 1858, but soon laid it down again. bbox=[58, 1121, 294, 1160]
article-text: The Northern Alliance Football League is to be reorganized next season, and will include the following clubs:—Sunderland A, East End A, Shankhouse, Gateshead, North Eastern, Willington, Westmorland, Whitburn, Mickley, Rendel, Blyth, Ashington, Seaham Harbour. bbox=[308, 1062, 547, 1101]
article-text: Talking of coxswains, reminds me that the little fault I have found is the coxswain's difficulty in rowing a very important position. Many a time and oft has a race been lost through inattention or bad steering. bbox=[560, 839, 845, 868]
article-text: I think cricketing tales lawfully told, I read one the other day which was given by Mr Horace Hutchinson, and it impressed me greatly. The author says:— The rule used is apt to be far more impressed by the batting that is hard high, and frequent, than by the most masterly powers of defence. bbox=[58, 866, 294, 914]
article-text: By the way, I heard a very interesting and true anecdote the other day in connection with a club captain who had three men out in one over. The captain was a man of great resource and tact, who was seldom known to make a mistake on the field of play. bbox=[58, 638, 294, 677]
article-text: There are three prizes, and the entry-money is 2s 6d each team. For full particulars, see advertisement. bbox=[1356, 379, 1564, 399]
article-text: With new lanterns parades during the winter and long country walks over the snows and scenery, the mystery for cyclists has grown. Such was the sport in its early days upon our roads. bbox=[859, 468, 1134, 498]
ad-address: 12 WELLINGTON STREET (ARGYLE STREET), GLASGOW (NEAR HENGLER'S CIRQUE). bbox=[1377, 1211, 1543, 1231]
article-text: W. Duncan had practically his first experience of smooth path racing at the Queen's Park sports. To rode from the same mark as in the two handicaps which each of his rivals and the visit of M'Laren is thus set. bbox=[1147, 427, 1343, 466]
article-text: The management of the Newcastle East End Club have offered the Celtic £80 if they will play the East-Enders the opening match of the season at Newcastle in September. bbox=[308, 720, 547, 749]
article-text: W. Duncan had practically his first experience of smooth path racing at the Queen's Park sports. To rode from the same mark as in the two handicaps which each of his rivals and the visit of M'Laren is thus set. bbox=[1147, 728, 1343, 768]
article-text: A 5-a-side junior football tourney, under the auspices of the Bellahill Emeral Band, will be held on 25th June, at Bellahill. bbox=[1356, 359, 1564, 379]
article-text: From all one can see, Surrey County cricket looks like being as strong as, if not stronger than, ever this season; and even at the present time, in a game so gloriously uncertain as cricket, one can safely quote odds on Surrey being able to retain the county championship this year. bbox=[308, 415, 547, 454]
article-text: To many I know myself, the contests between the amateur and amateur cycling and swimming are as the Shield struggles. Indeed, for some years two little societies have been given these events, and to the shield, to any club, not a matter of any difficulty of getting good swimmers to take the seat and go to the Shield once again and struggle. bbox=[560, 961, 845, 1000]
article-text: But the greater event in this town was the result of the game, Celtic v. Rangers. No win came here, and about one o'clock the excitement was intense. The fact that Mitchell was in Kilmarnock while the game was being played did not augur well for the Rangers. bbox=[1356, 139, 1564, 188]
dentist-ad bbox=[308, 1178, 547, 1239]
column-body bbox=[58, 275, 294, 620]
article-text: The Liverpool to Edinburgh 'record' was broken on Friday last by J. F. German, who took advantage of the strong south-westerly wind, and managed to cover the distance in 20 hours 27 minutes. bbox=[1147, 578, 1343, 617]
article-text: It is quite on the cards that an International Inter-Varsity gig race will take place in September between Oxford, Varsity and the winners of the Yale-Harvard contest shortly to be brought off—by Henley. The idea is not entirely new. bbox=[560, 668, 845, 697]
ad-text: The oldest-established and most newsy cycle journal in Europe.—Sporting Times (New York). bbox=[1156, 789, 1334, 807]
ad-heading: SMITH & SONS bbox=[1365, 1150, 1555, 1175]
ad-subheading: ARE THE BEST VALUE EVER OFFERED. bbox=[1383, 886, 1537, 908]
article-text: To many I know myself, the contests between the amateur and amateur cycling and swimming are as the Shield struggles. Indeed, for some years two little societies have been given these events, and to the shield, to any club, not a matter of any difficulty of getting good swimmers to take the seat and go to the Shield once again and struggle. bbox=[560, 313, 845, 352]
article-text: All of the local rowing clubs are now in full swing, and every night the stretch of water between Albert Bridge and the Suspension Bridge is crowded with fours, pairs, and scullers. The majority of the crews are preparing for the coming regattas, and some nice crews are amongst them. bbox=[560, 193, 845, 232]
section-heading: A CAPTAIN'S ACHIEVEMENT. bbox=[106, 624, 246, 634]
ad-heading: RHEUMATISM. bbox=[1381, 418, 1539, 439]
article-text: With all the men who had qualified out in the final, a good one was naturally looked for, and such was the case. Vogt got M'Laren before a lap had been covered, and then they went on in good style. bbox=[1147, 942, 1343, 981]
article-text: The cricket season will be in full swing during the leafy month of June, but the grand old game has not proved very exciting so far this season. Notts as usual managed to defeat Sussex last Saturday. Indeed, the Southern shire have never beaten Notts at Trent Bridge ground since September, 1882, when they managed to win by three wickets. Old Wisden was largely responsible for this victory, as in the two innings he secured 11 wickets, bowled George Parr in the first innings and caught him in the second, while Wisden himself hit up 25 out of 72 in the second essay of Sussex. bbox=[58, 364, 294, 451]
article-text: Football has managed its last kick for a season, and it is now the turn of our cricket friends to put out of town for a week or two, so, previous to the big athletic meeting on the 11th on the Hole's Quarry, it is not altogether inept that there should be an idle day. bbox=[1147, 892, 1343, 941]
column-heading: Cycledom. bbox=[954, 106, 1038, 126]
article-text: Talking of coxswains, reminds me that the little fault I have found is the coxswain's difficulty in rowing a very important position. Many a time and oft has a race been lost through inattention or bad steering. bbox=[560, 1000, 845, 1030]
article-text: W. Duncan had practically his first experience of smooth path racing at the Queen's Park sports. To rode from the same mark as in the two handicaps which each of his rivals and the visit of M'Laren is thus set. bbox=[1147, 618, 1343, 657]
article-text: On the 23rd of June poor old George Parr, whom I mentioned above, will have been dead twelve months. Many's the interesting chat I have enjoyed with the old Lion of the Trent. He once picked up Fotheringham's cricket for 1858, but soon laid it down again. bbox=[58, 1201, 294, 1241]
article-text: Lockwood does not always play to the book as a batsman—his style is rather unsightly, but as far as runs are concerned he can be counted on, for he generally gets 'em by hook or by crook. bbox=[308, 233, 547, 262]
article-text: Other men who scored well at Oxford was Bob Henderson—a second edition of Abel in stature and ability—who scored 59, and Wood, the wicketkeeper-still another midget—who had 11 to his credit. bbox=[308, 324, 547, 354]
article-text: Other men who scored well at Oxford was Bob Henderson—a second edition of Abel in stature and ability—who scored 59, and Wood, the wicketkeeper-still another midget—who had 11 to his credit. bbox=[308, 486, 547, 515]
ad-heading: DAVID DOW, bbox=[1397, 552, 1523, 572]
ad-subheading: WATCHMAKER AND JEWELLER, bbox=[1400, 572, 1520, 582]
section-heading: THE LATE GEORGE PARR AND THE MAORIES. bbox=[74, 1067, 279, 1077]
article-text: The University Sports are to be held this year at Powderhall—a very wise decision where gate-money is an object. bbox=[1147, 658, 1343, 687]
article-text: Mr J. F. German has beaten the record from Liverpool to Edinburgh by fully an hour on a safety pneumatic tyre bicycle, the distance covered being 223 miles, 80 miles of which he rode in a downpour of rain. bbox=[1147, 279, 1343, 318]
ad-subheading: AFFLICTED TWENTY YEARS. bbox=[1398, 439, 1522, 449]
columba-cycles-ad bbox=[1356, 789, 1564, 1141]
article-text: To many I know myself, the contests between the amateur and amateur cycling and swimming are as the Shield struggles. Indeed, for some years two little societies have been given these events, and to the shield, to any club, not a matter of any difficulty of getting good swimmers to take the seat and go to the Shield once again and struggle. bbox=[560, 1122, 845, 1161]
column-sport-and-anecdote bbox=[52, 100, 301, 2269]
article-text: With all the men who had qualified out in the final, a good one was naturally looked for, and such was the case. Vogt got M'Laren before a lap had been covered, and then they went on in good style. bbox=[859, 982, 1134, 1011]
ad-text: still takes the lead, and is used by all the principal Cyclists, Football Players, Athletes and Rowers. Invaluable for Bruises, Sprains, Stiffness. bbox=[1363, 611, 1557, 640]
article-text: horses engaged and put on accordingly. Result—another proof that people draw conclusions from a supposed knowledge that these times out of four proves incorrect, however well founded by reason of profits. bbox=[1356, 100, 1564, 138]
article-text: Lockwood does not always play to the book as a batsman—his style is rather unsightly, but as far as runs are concerned he can be counted on, for he generally gets 'em by hook or by crook. bbox=[308, 263, 547, 293]
rheumatism-ad bbox=[1363, 405, 1557, 524]
article-text: The management of the Newcastle East End Club have offered the Celtic £80 if they will play the East-Enders the opening match of the season at Newcastle in September. bbox=[308, 1032, 547, 1061]
article-text: To many I know myself, the contests between the amateur and amateur cycling and swimming are as the Shield struggles. Indeed, for some years two little societies have been given these events, and to the shield, to any club, not a matter of any difficulty of getting good swimmers to take the seat and go to the Shield once again and struggle. bbox=[560, 799, 845, 838]
ad-firm: MACKENZIE & CO., LIMITED, bbox=[1379, 1071, 1541, 1116]
section-heading: CHESS, DRAUGHTS, &c. bbox=[116, 1244, 236, 1254]
article-text: It is quite on the cards that an International Inter-Varsity gig race will take place in September between Oxford, Varsity and the winners of the Yale-Harvard contest shortly to be brought off—by Henley. The idea is not entirely new. bbox=[560, 890, 845, 919]
article-text: With all the men who had qualified out in the final, a good one was naturally looked for, and such was the case. Vogt got M'Laren before a lap had been covered, and then they went on in good style. bbox=[859, 709, 1134, 738]
